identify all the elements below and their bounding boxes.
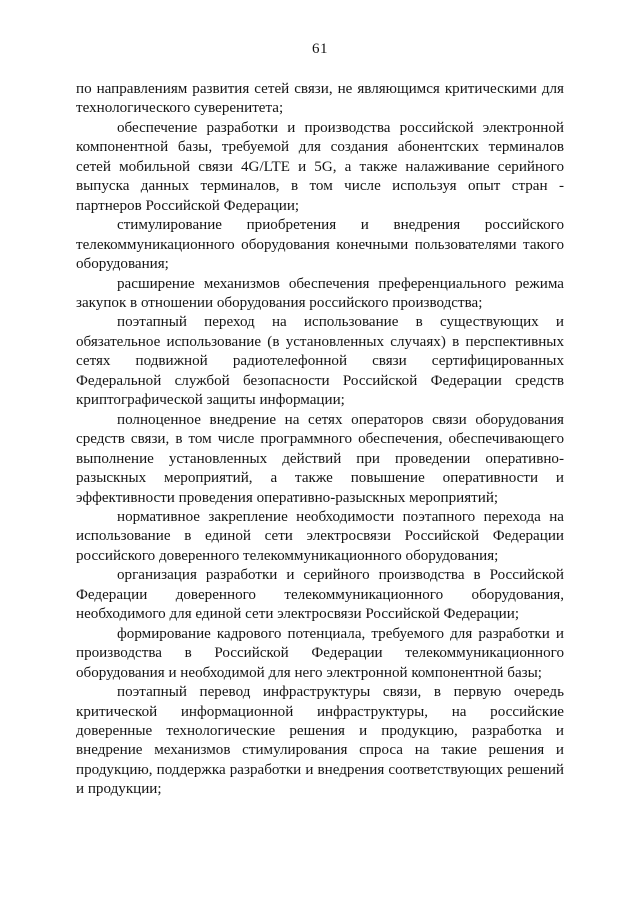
paragraph-stimulate-purchase: стимулирование приобретения и внедрения российского телекоммуникационного оборудования конечными пользователями такого оборудования; <box>76 217 564 273</box>
paragraph-cryptographic-protection: поэтапный переход на использование в существующих и обязательное использование (в установленных случаях) в перспективных сетях подвижной радиотелефонной связи сертифицированных Федеральной службой безопасности Российской Федерации средств криптографической защиты информации; <box>76 314 564 409</box>
paragraph-infrastructure-transfer: поэтапный перевод инфраструктуры связи, в первую очередь критической информационной инфраструктуры, на российские доверенные технологические решения и продукцию, разработка и внедрение механизмов стимулирования спроса на такие решения и продукцию, поддержка разработки и внедрения соответствующих решений и продукции; <box>76 684 564 798</box>
paragraph-personnel-potential: формирование кадрового потенциала, требуемого для разработки и производства в Российской Федерации телекоммуникационного оборудования и необходимой для него электронной компонентной базы; <box>76 625 564 681</box>
paragraph-operational-search: полноценное внедрение на сетях операторов связи оборудования средств связи, в том числе программного обеспечения, обеспечивающего выполнение установленных действий при проведении оперативно-разыскных мероприятий, а также повышение оперативности и эффективности проведения оперативно-разыскных мероприятий; <box>76 411 564 506</box>
paragraph-trusted-equipment-production: организация разработки и серийного производства в Российской Федерации доверенного телекоммуникационного оборудования, необходимого для единой сети электросвязи Российской Федерации; <box>76 567 564 623</box>
document-body <box>76 80 564 800</box>
paragraph-normative-consolidation: нормативное закрепление необходимости поэтапного перехода на использование в единой сети электросвязи Российской Федерации российского доверенного телекоммуникационного оборудования; <box>76 508 564 564</box>
page-number: 61 <box>312 41 328 57</box>
paragraph-preferential-procurement: расширение механизмов обеспечения преференциального режима закупок в отношении оборудования российского производства; <box>76 275 564 311</box>
paragraph-continuation: по направлениям развития сетей связи, не являющимся критическими для технологического суверенитета; <box>76 81 564 117</box>
paragraph-electronic-components: обеспечение разработки и производства российской электронной компонентной базы, требуемой для создания абонентских терминалов сетей мобильной связи 4G/LTE и 5G, а также налаживание серийного выпуска данных терминалов, в том числе используя опыт стран - партнеров Российской Федерации; <box>76 119 564 214</box>
